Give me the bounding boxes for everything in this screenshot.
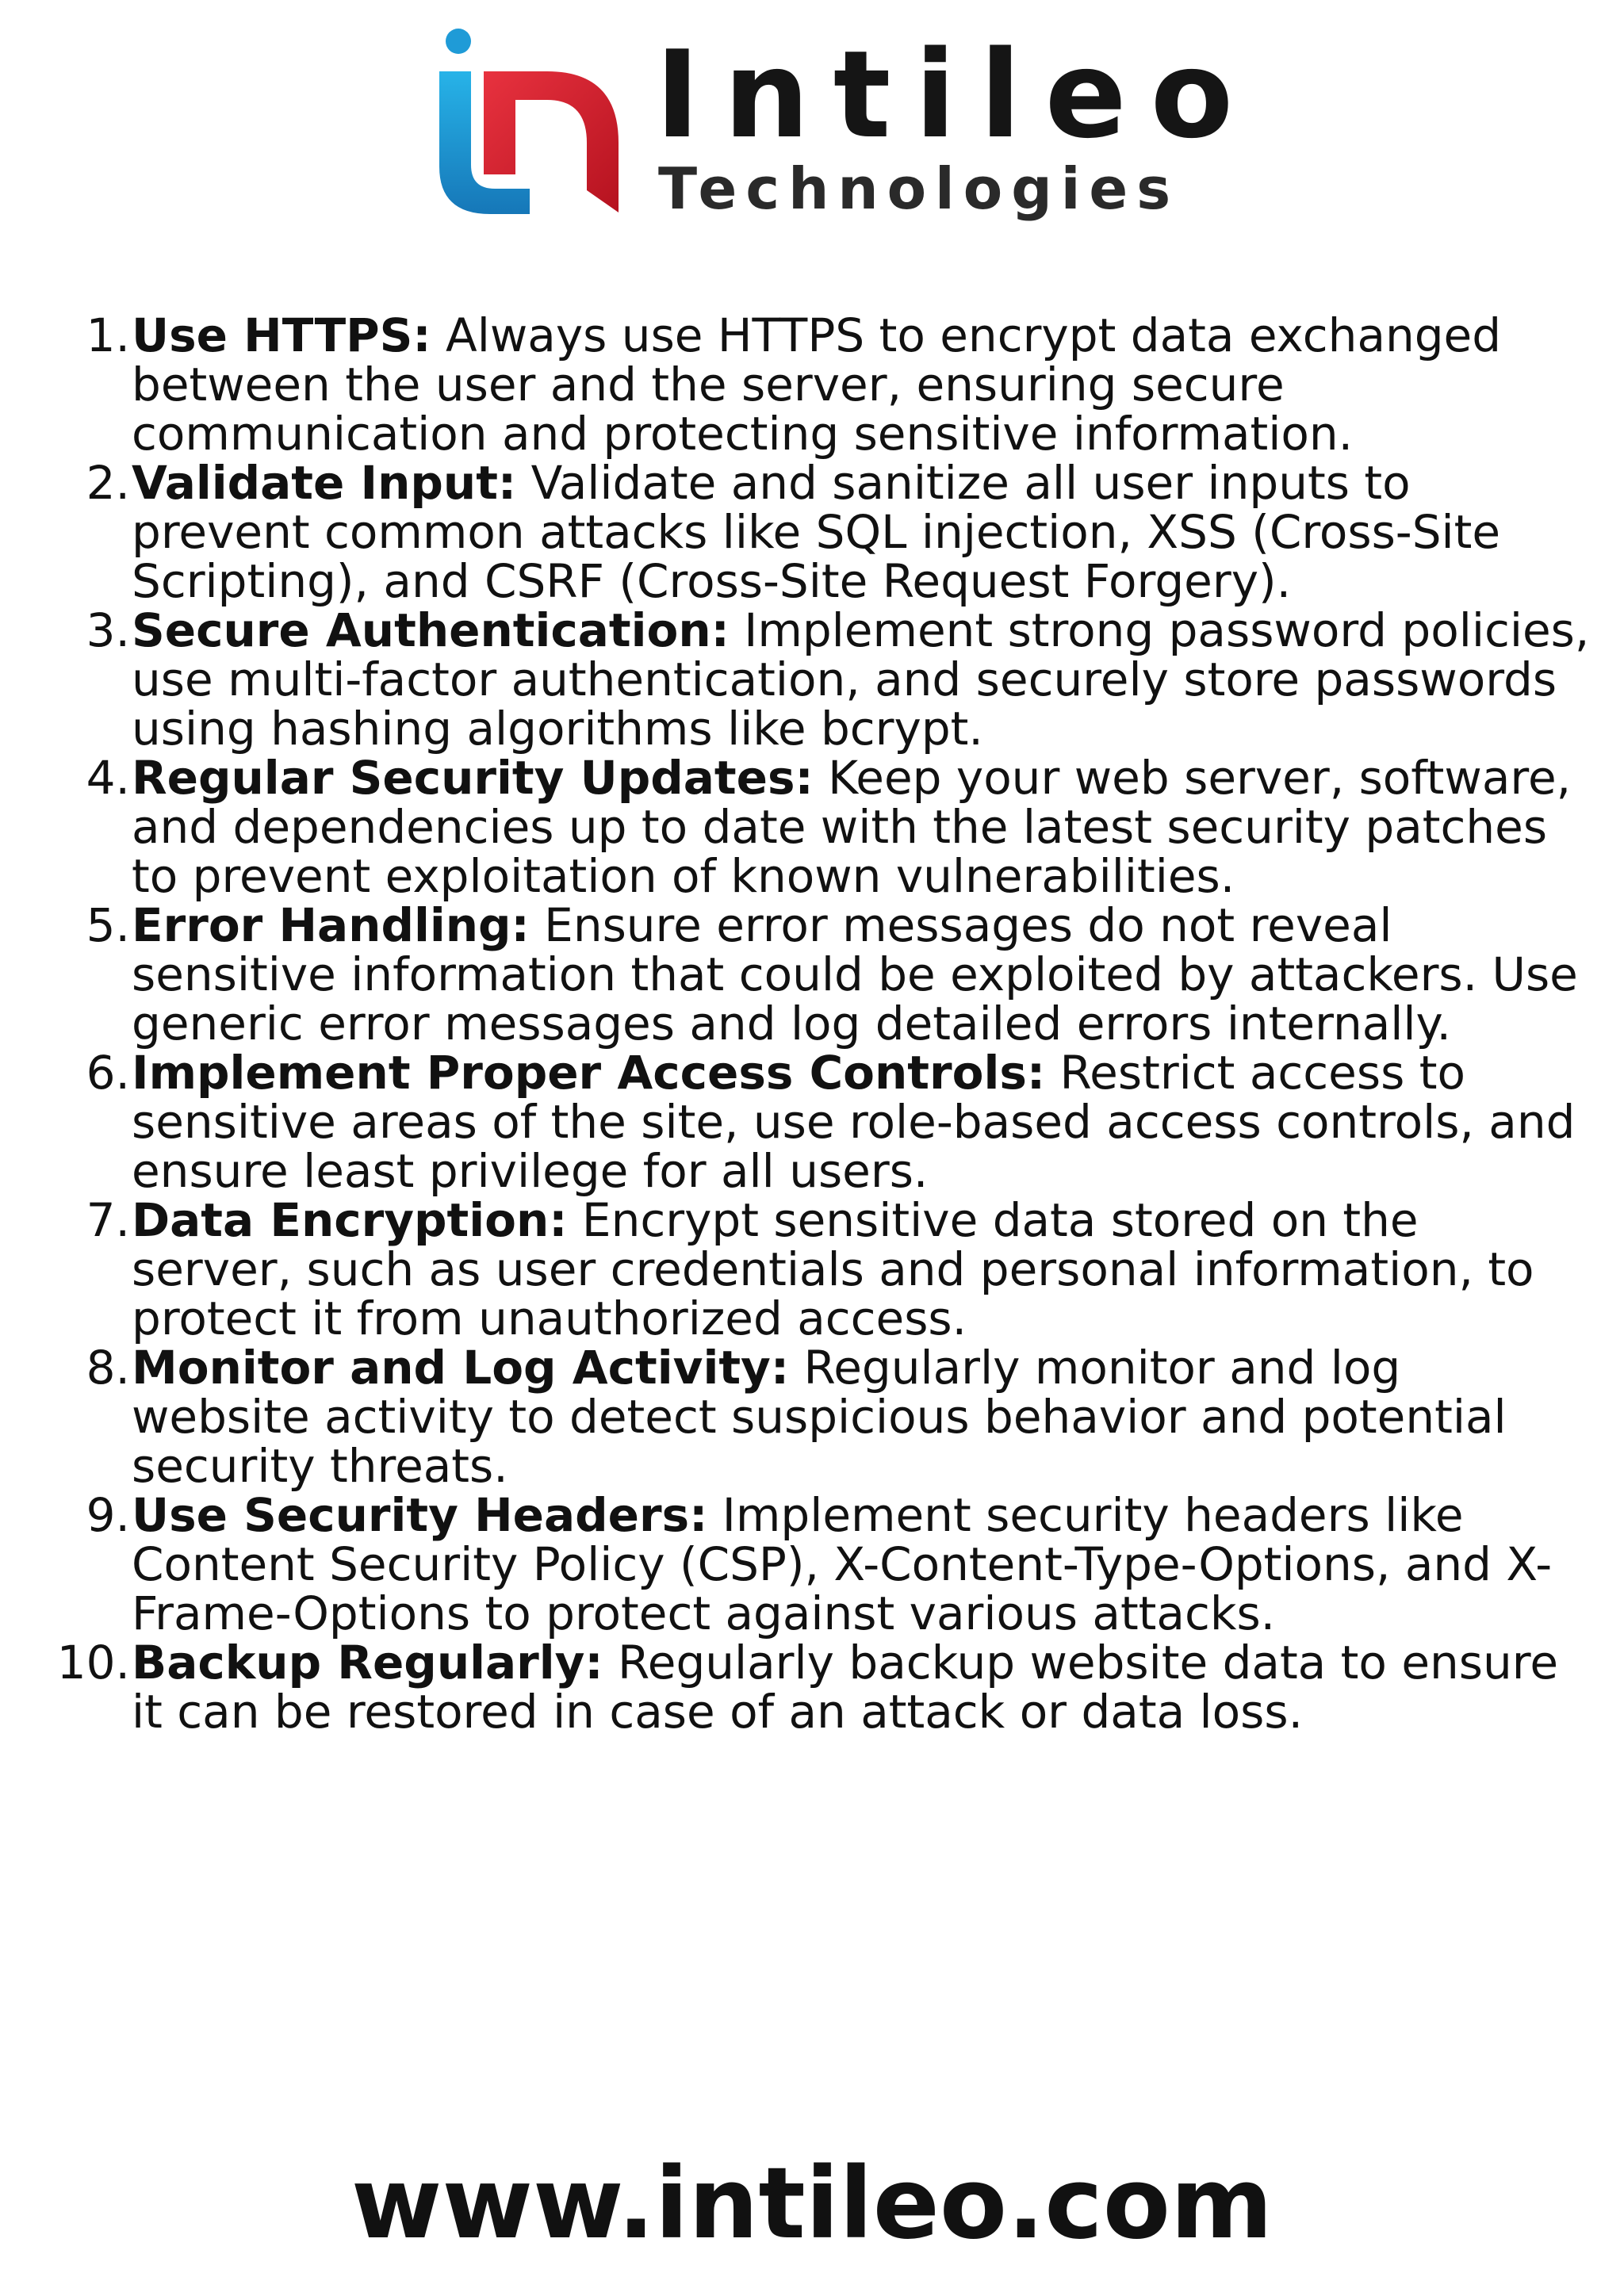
list-item (86, 603, 1591, 756)
list-item-text: Encrypt sensitive data stored on the server, such as user credentials and personal information, to protect it from unauthorized access. (132, 1193, 1534, 1345)
list-item-number: 6. (86, 1046, 130, 1100)
list-item-number: 5. (86, 898, 130, 952)
list-item-text: Ensure error messages do not reveal sensitive information that could be exploited by attackers. Use generic error messages and log detailed errors internally. (132, 898, 1578, 1050)
list-item-text: Implement strong password policies, use multi-factor authentication, and securely store passwords using hashing algorithms like bcrypt. (132, 603, 1590, 756)
list-item-title: Validate Input: (132, 456, 517, 510)
list-item-text: Restrict access to sensitive areas of the site, use role-based access controls, and ensure least privilege for all users. (132, 1046, 1576, 1198)
brand-logo (428, 24, 1258, 230)
list-item-text: Keep your web server, software, and dependencies up to date with the latest security patches to prevent exploitation of known vulnerabilities. (132, 751, 1572, 903)
list-item-title: Data Encryption: (132, 1193, 568, 1247)
list-item-text: Always use HTTPS to encrypt data exchanged between the user and the server, ensuring secure communication and protecting sensitive information. (132, 308, 1502, 461)
list-item-title: Backup Regularly: (132, 1636, 603, 1689)
list-item-number: 10. (56, 1636, 130, 1689)
list-item (86, 751, 1591, 903)
list-item-number: 2. (86, 456, 130, 510)
list-item (86, 898, 1591, 1050)
list-item-text: Validate and sanitize all user inputs to prevent common attacks like SQL injection, XSS (Cross-Site Scripting), and CSRF (Cross-Site Request Forgery). (132, 456, 1501, 608)
list-item (86, 1488, 1591, 1640)
list-item-number: 9. (86, 1488, 130, 1542)
list-item-title: Regular Security Updates: (132, 751, 814, 805)
list-item (86, 1193, 1591, 1345)
list-item-number: 4. (86, 751, 130, 805)
brand-tagline: Technologies (658, 155, 1180, 222)
intileo-logo-mark-icon (428, 24, 650, 230)
list-item-title: Use Security Headers: (132, 1488, 708, 1542)
security-tips-list (56, 308, 1591, 1739)
brand-name: Intileo (655, 25, 1258, 165)
list-item-number: 8. (86, 1341, 130, 1395)
list-item-title: Error Handling: (132, 898, 530, 952)
list-item (86, 308, 1591, 461)
list-item-number: 1. (86, 308, 130, 362)
list-item-text: Regularly monitor and log website activity to detect suspicious behavior and potential security threats. (132, 1341, 1507, 1493)
list-item-number: 7. (86, 1193, 130, 1247)
list-item (86, 1046, 1591, 1198)
list-item-title: Secure Authentication: (132, 603, 730, 657)
list-item-text: Implement security headers like Content Security Policy (CSP), X-Content-Type-Options, and X-Frame-Options to protect against various attacks. (132, 1488, 1553, 1640)
website-url[interactable]: www.intileo.com (350, 2147, 1274, 2261)
list-item-title: Use HTTPS: (132, 308, 431, 362)
list-item-text: Regularly backup website data to ensure it can be restored in case of an attack or data loss. (132, 1636, 1559, 1739)
list-item (56, 1636, 1591, 1739)
list-item-title: Monitor and Log Activity: (132, 1341, 790, 1395)
list-item-number: 3. (86, 603, 130, 657)
list-item (86, 456, 1591, 608)
list-item (86, 1341, 1591, 1493)
list-item-title: Implement Proper Access Controls: (132, 1046, 1046, 1100)
